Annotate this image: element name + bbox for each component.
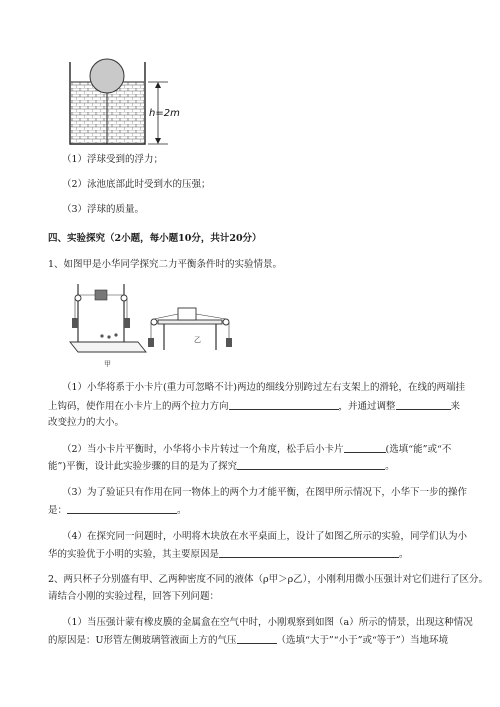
q1-sub2-text-c: 能”)平衡，设计此实验步骤的目的是为了探究 xyxy=(48,461,238,472)
pulley-right xyxy=(121,295,127,301)
q2-sub1-line1: （1）当压强计蒙有橡皮膜的金属盒在空气中时，小刚观察到如图（a）所示的情景，出现这种情况 xyxy=(62,617,473,628)
q1-sub3-line2 xyxy=(48,503,460,518)
pulley-left xyxy=(75,295,81,301)
question-part-2: （2）泳池底部此时受到水的压强； xyxy=(62,179,211,190)
small-card xyxy=(95,290,107,300)
q1-stem: 1、如图甲是小华同学探究二力平衡条件时的实验情景。 xyxy=(48,259,283,270)
q1-sub1-line2 xyxy=(48,399,460,414)
q2-stem-line2: 请结合小刚的实验过程，回答下列问题： xyxy=(48,591,220,602)
section-title: 四、实验探究（2小题，每小题10分，共计20分） xyxy=(48,233,262,244)
answer-blank-purpose[interactable] xyxy=(237,459,385,470)
answer-blank-reason[interactable] xyxy=(219,547,399,558)
q1-sub1-line1: （1）小华将系于小卡片(重力可忽略不计)两边的细线分别跨过左右支架上的滑轮，在线的两端挂 xyxy=(62,382,465,393)
label-jia: 甲 xyxy=(104,360,111,368)
float-ball xyxy=(90,59,124,93)
answer-blank-next-step[interactable] xyxy=(67,503,177,514)
q1-sub1-text-b: ，并通过调整 xyxy=(338,401,396,412)
q1-sub2-text-a: （2）当小卡片平衡时，小华将小卡片转过一个角度，松手后小卡片 xyxy=(62,444,344,455)
answer-blank-direction[interactable] xyxy=(229,399,339,410)
q1-sub4-line1: （4）在探究同一问题时，小明将木块放在水平桌面上，设计了如图乙所示的实验，同学们认为小 xyxy=(62,531,468,542)
question-part-1: （1）浮球受到的浮力； xyxy=(62,154,164,165)
q1-sub2-text-b: (选填“能”或“不 xyxy=(385,444,452,455)
q1-sub4-line2 xyxy=(48,547,460,562)
figure-yi xyxy=(148,308,232,350)
q1-sub4-text-a: 华的实验优于小明的实验，其主要原因是 xyxy=(48,549,220,560)
q1-sub4-text-b: 。 xyxy=(399,549,409,560)
q1-sub2-text-d: 。 xyxy=(385,461,395,472)
question-part-3: （3）浮球的质量。 xyxy=(62,204,145,215)
figure-jia xyxy=(70,284,146,368)
experiment-figure xyxy=(64,280,244,370)
q2-stem-line1: 2、两只杯子分别盛有甲、乙两种密度不同的液体（ρ甲＞ρ乙），小刚利用微小压强计对它们进行了区分。 xyxy=(48,574,488,585)
depth-label: h=2m xyxy=(149,108,180,119)
q1-sub2-line2 xyxy=(48,459,460,474)
q1-sub3-line1: （3）为了验证只有作用在同一物体上的两个力才能平衡，在图甲所示情况下，小华下一步的操作 xyxy=(62,487,468,498)
answer-blank-adjust[interactable] xyxy=(396,399,451,410)
q1-sub2-line1 xyxy=(62,442,460,457)
q1-sub1-line3: 改变拉力的大小。 xyxy=(48,417,125,428)
q1-sub1-text-c: 来 xyxy=(450,401,461,412)
q1-sub1-text-a: 上钩码，使作用在小卡片上的两个拉力方向 xyxy=(48,401,229,412)
q2-sub1-text-b: （选填“大于”“小于”或“等于”）当地环境 xyxy=(276,635,449,646)
q2-sub1-text-a: 的原因是：U形管左侧玻璃管液面上方的气压 xyxy=(48,635,237,646)
q1-sub3-text-a: 是： xyxy=(48,505,68,516)
q1-sub3-text-b: 。 xyxy=(177,505,187,516)
wood-block xyxy=(178,308,196,320)
q2-sub1-line2 xyxy=(48,633,460,648)
label-yi: 乙 xyxy=(194,336,201,344)
pool-figure xyxy=(60,40,220,150)
answer-blank-balance[interactable] xyxy=(344,442,386,453)
answer-blank-pressure[interactable] xyxy=(237,633,277,644)
